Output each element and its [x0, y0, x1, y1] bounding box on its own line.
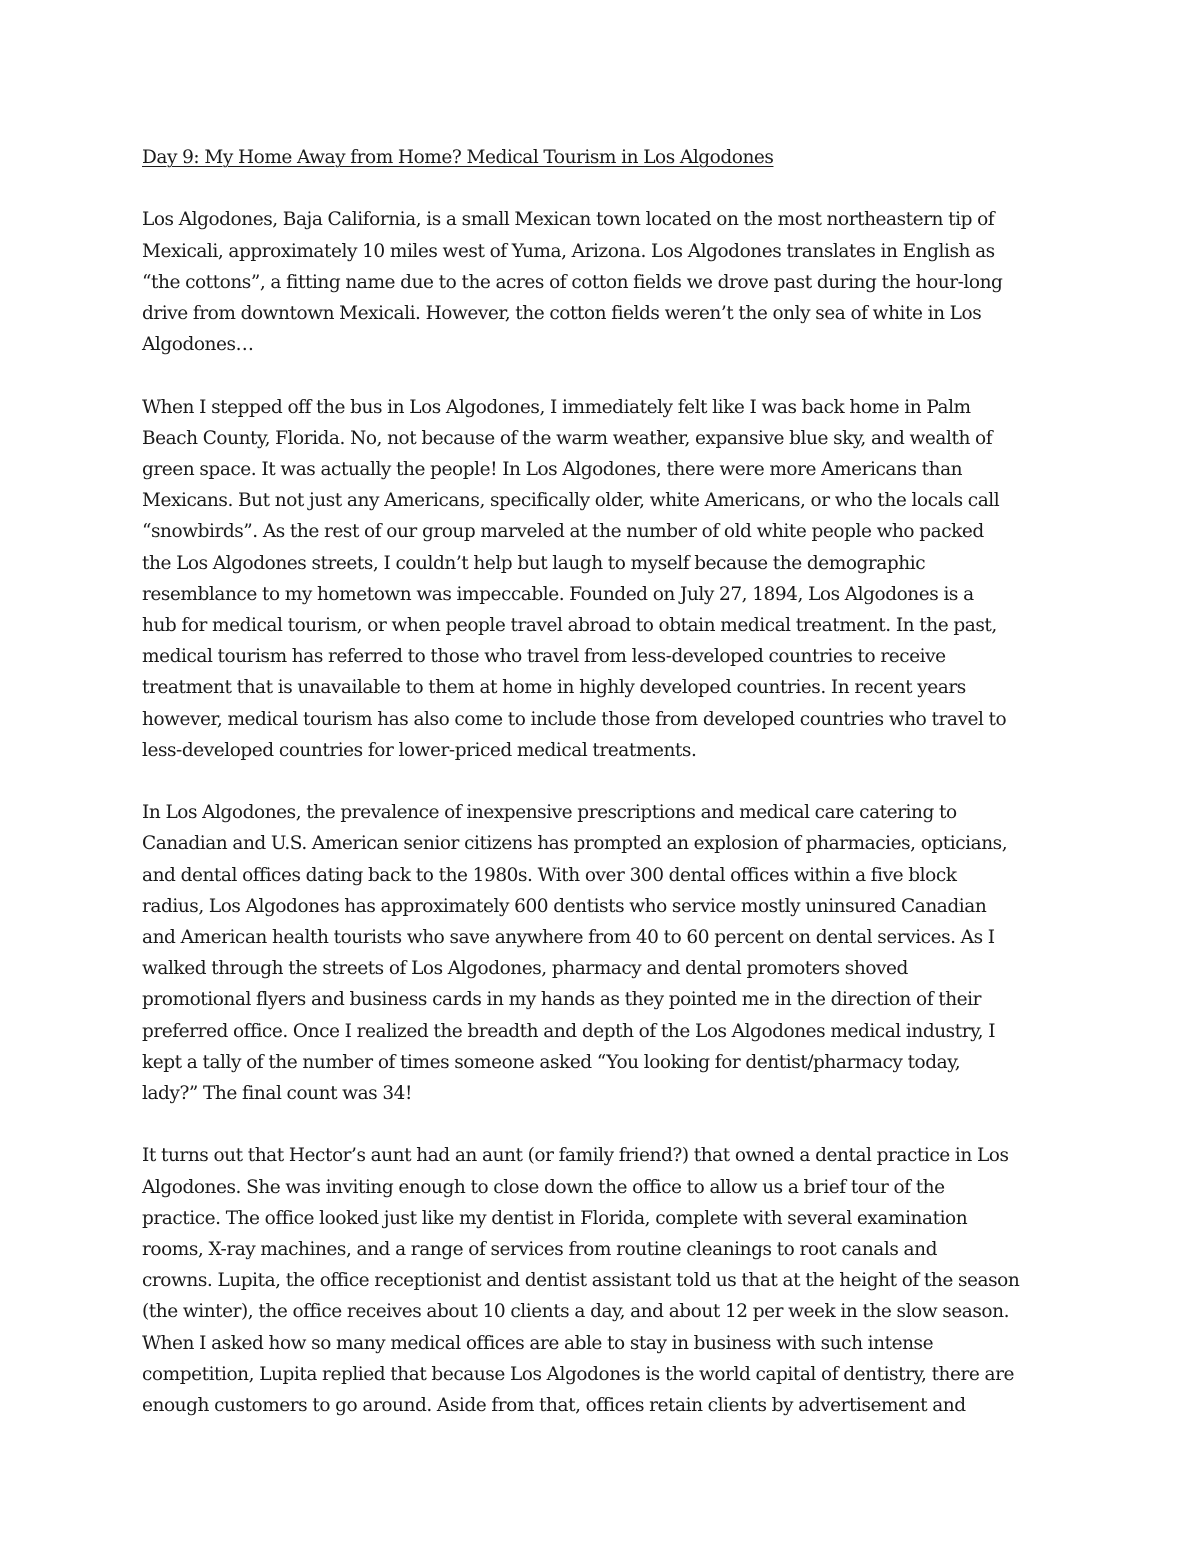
text-line: rooms, X-ray machines, and a range of services from routine cleanings to root canals and	[142, 1239, 937, 1261]
text-line: drive from downtown Mexicali. However, the cotton fields weren’t the only sea of white in Los	[142, 303, 982, 324]
text-line: the Los Algodones streets, I couldn’t help but laugh to myself because the demographic	[142, 552, 926, 574]
text-line: enough customers to go around. Aside from that, offices retain clients by advertisement and	[142, 1395, 966, 1417]
text-line: and dental offices dating back to the 1980s. With over 300 dental offices within a five block	[142, 864, 957, 886]
text-line: “snowbirds”. As the rest of our group marveled at the number of old white people who packed	[142, 521, 984, 543]
text-line: When I stepped off the bus in Los Algodones, I immediately felt like I was back home in Palm	[142, 396, 971, 418]
text-line: Los Algodones, Baja California, is a small Mexican town located on the most northeastern tip of	[142, 209, 995, 231]
text-line: hub for medical tourism, or when people travel abroad to obtain medical treatment. In the past,	[142, 615, 997, 637]
document-title: Day 9: My Home Away from Home? Medical Tourism in Los Algodones	[142, 147, 774, 168]
text-line: Canadian and U.S. American senior citizens has prompted an explosion of pharmacies, opticians,	[142, 833, 1008, 855]
text-line: radius, Los Algodones has approximately 600 dentists who service mostly uninsured Canadian	[142, 895, 987, 917]
text-line: Mexicans. But not just any Americans, specifically older, white Americans, or who the locals call	[142, 490, 1000, 512]
paragraph-2	[142, 392, 1067, 766]
text-line: less-developed countries for lower-priced medical treatments.	[142, 739, 697, 761]
text-line: promotional flyers and business cards in my hands as they pointed me in the direction of their	[142, 989, 982, 1011]
text-line: “the cottons”, a fitting name due to the acres of cotton fields we drove past during the hour-long	[142, 271, 1003, 293]
text-line: walked through the streets of Los Algodones, pharmacy and dental promoters shoved	[142, 958, 908, 980]
text-line: In Los Algodones, the prevalence of inexpensive prescriptions and medical care catering to	[142, 802, 957, 824]
text-line: It turns out that Hector’s aunt had an aunt (or family friend?) that owned a dental practice in Los	[142, 1145, 1009, 1167]
text-line: however, medical tourism has also come to include those from developed countries who travel to	[142, 708, 1007, 730]
text-line: preferred office. Once I realized the breadth and depth of the Los Algodones medical industry, I	[142, 1020, 996, 1042]
text-line: Algodones…	[142, 334, 254, 356]
text-line: kept a tally of the number of times someone asked “You looking for dentist/pharmacy today,	[142, 1051, 961, 1073]
text-line: Beach County, Florida. No, not because of the warm weather, expansive blue sky, and wealth of	[142, 427, 993, 449]
text-line: crowns. Lupita, the office receptionist and dentist assistant told us that at the height of the season	[142, 1270, 1020, 1292]
text-line: Mexicali, approximately 10 miles west of Yuma, Arizona. Los Algodones translates in English as	[142, 240, 995, 262]
document-body	[142, 142, 1067, 1452]
text-line: and American health tourists who save anywhere from 40 to 60 percent on dental services. As I	[142, 927, 995, 949]
text-line: resemblance to my hometown was impeccable. Founded on July 27, 1894, Los Algodones is a	[142, 583, 974, 605]
text-line: medical tourism has referred to those who travel from less-developed countries to receive	[142, 646, 946, 668]
text-line: competition, Lupita replied that because Los Algodones is the world capital of dentistry, there are	[142, 1363, 1015, 1385]
text-line: green space. It was actually the people! In Los Algodones, there were more Americans than	[142, 459, 963, 480]
paragraph-4	[142, 1140, 1067, 1421]
text-line: When I asked how so many medical offices are able to stay in business with such intense	[142, 1332, 934, 1354]
paragraph-1	[142, 204, 1067, 360]
text-line: (the winter), the office receives about 10 clients a day, and about 12 per week in the slow season.	[142, 1301, 1010, 1323]
text-line: lady?” The final count was 34!	[142, 1083, 412, 1105]
text-line: practice. The office looked just like my dentist in Florida, complete with several examination	[142, 1207, 968, 1229]
text-line: treatment that is unavailable to them at home in highly developed countries. In recent years	[142, 677, 966, 699]
text-line: Algodones. She was inviting enough to close down the office to allow us a brief tour of the	[142, 1176, 945, 1198]
paragraph-3	[142, 797, 1067, 1109]
